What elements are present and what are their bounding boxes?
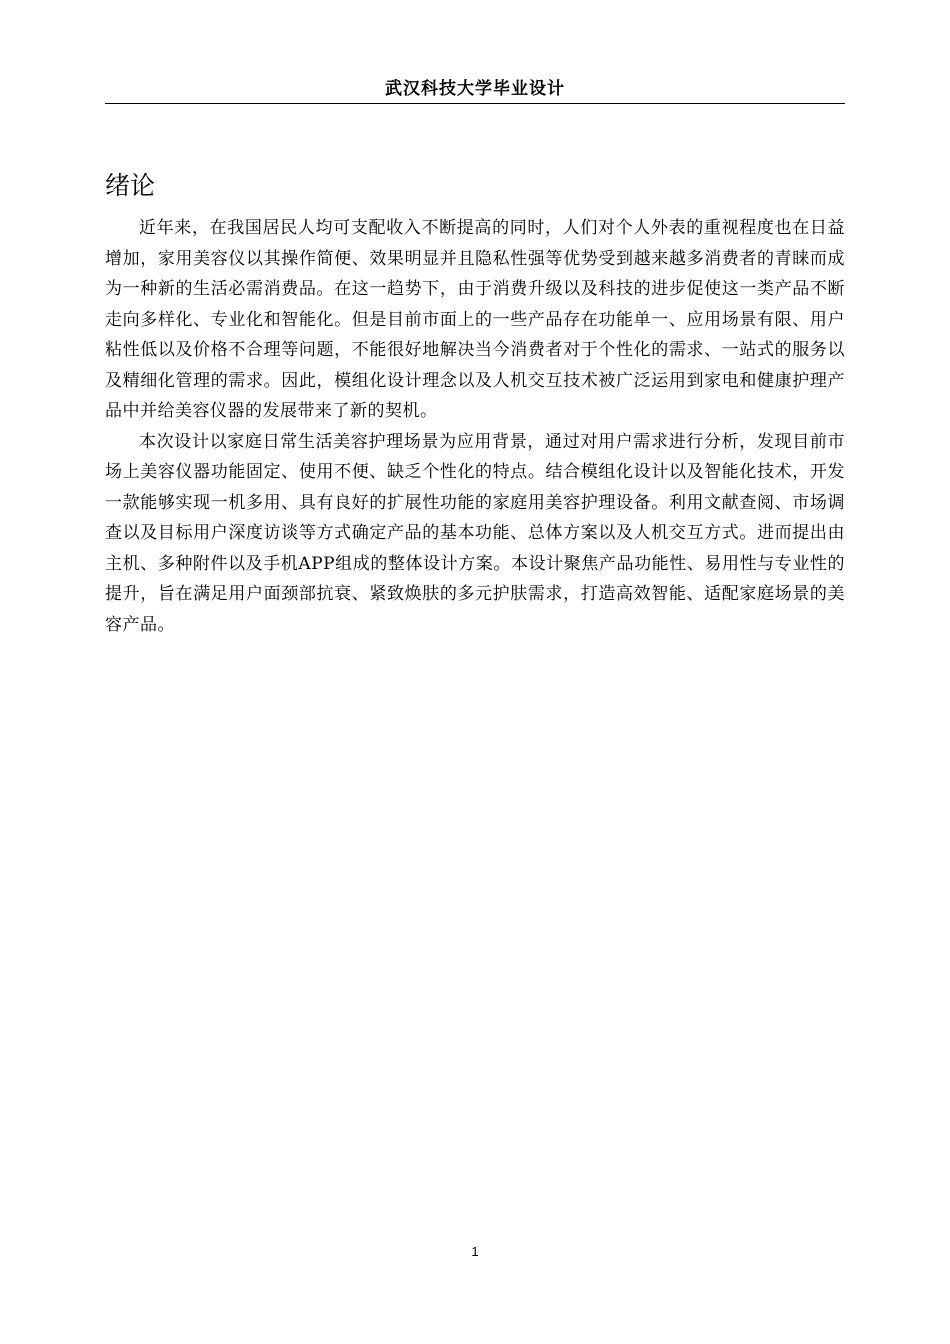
body-text bbox=[105, 213, 845, 640]
section-title: 绪论 bbox=[105, 171, 156, 200]
page-number: 1 bbox=[471, 1244, 479, 1259]
paragraph-1: 近年来，在我国居民人均可支配收入不断提高的同时，人们对个人外表的重视程度也在日益增加，家用美容仪以其操作简便、效果明显并且隐私性强等优势受到越来越多消费者的青睐而成为一种新的生活必需消费品。在这一趋势下，由于消费升级以及科技的进步促使这一类产品不断走向多样化、专业化和智能化。但是目前市面上的一些产品存在功能单一、应用场景有限、用户粘性低以及价格不合理等问题，不能很好地解决当今消费者对于个性化的需求、一站式的服务以及精细化管理的需求。因此，模组化设计理念以及人机交互技术被广泛运用到家电和健康护理产品中并给美容仪器的发展带来了新的契机。 bbox=[105, 218, 845, 421]
page-header: 武汉科技大学毕业设计 bbox=[385, 79, 565, 99]
paragraph-2: 本次设计以家庭日常生活美容护理场景为应用背景，通过对用户需求进行分析，发现目前市场上美容仪器功能固定、使用不便、缺乏个性化的特点。结合模组化设计以及智能化技术，开发一款能够实现一机多用、具有良好的扩展性功能的家庭用美容护理设备。利用文献查阅、市场调查以及目标用户深度访谈等方式确定产品的基本功能、总体方案以及人机交互方式。进而提出由主机、多种附件以及手机APP组成的整体设计方案。本设计聚焦产品功能性、易用性与专业性的提升，旨在满足用户面颈部抗衰、紧致焕肤的多元护肤需求，打造高效智能、适配家庭场景的美容产品。 bbox=[105, 431, 845, 635]
header-divider bbox=[105, 103, 845, 104]
